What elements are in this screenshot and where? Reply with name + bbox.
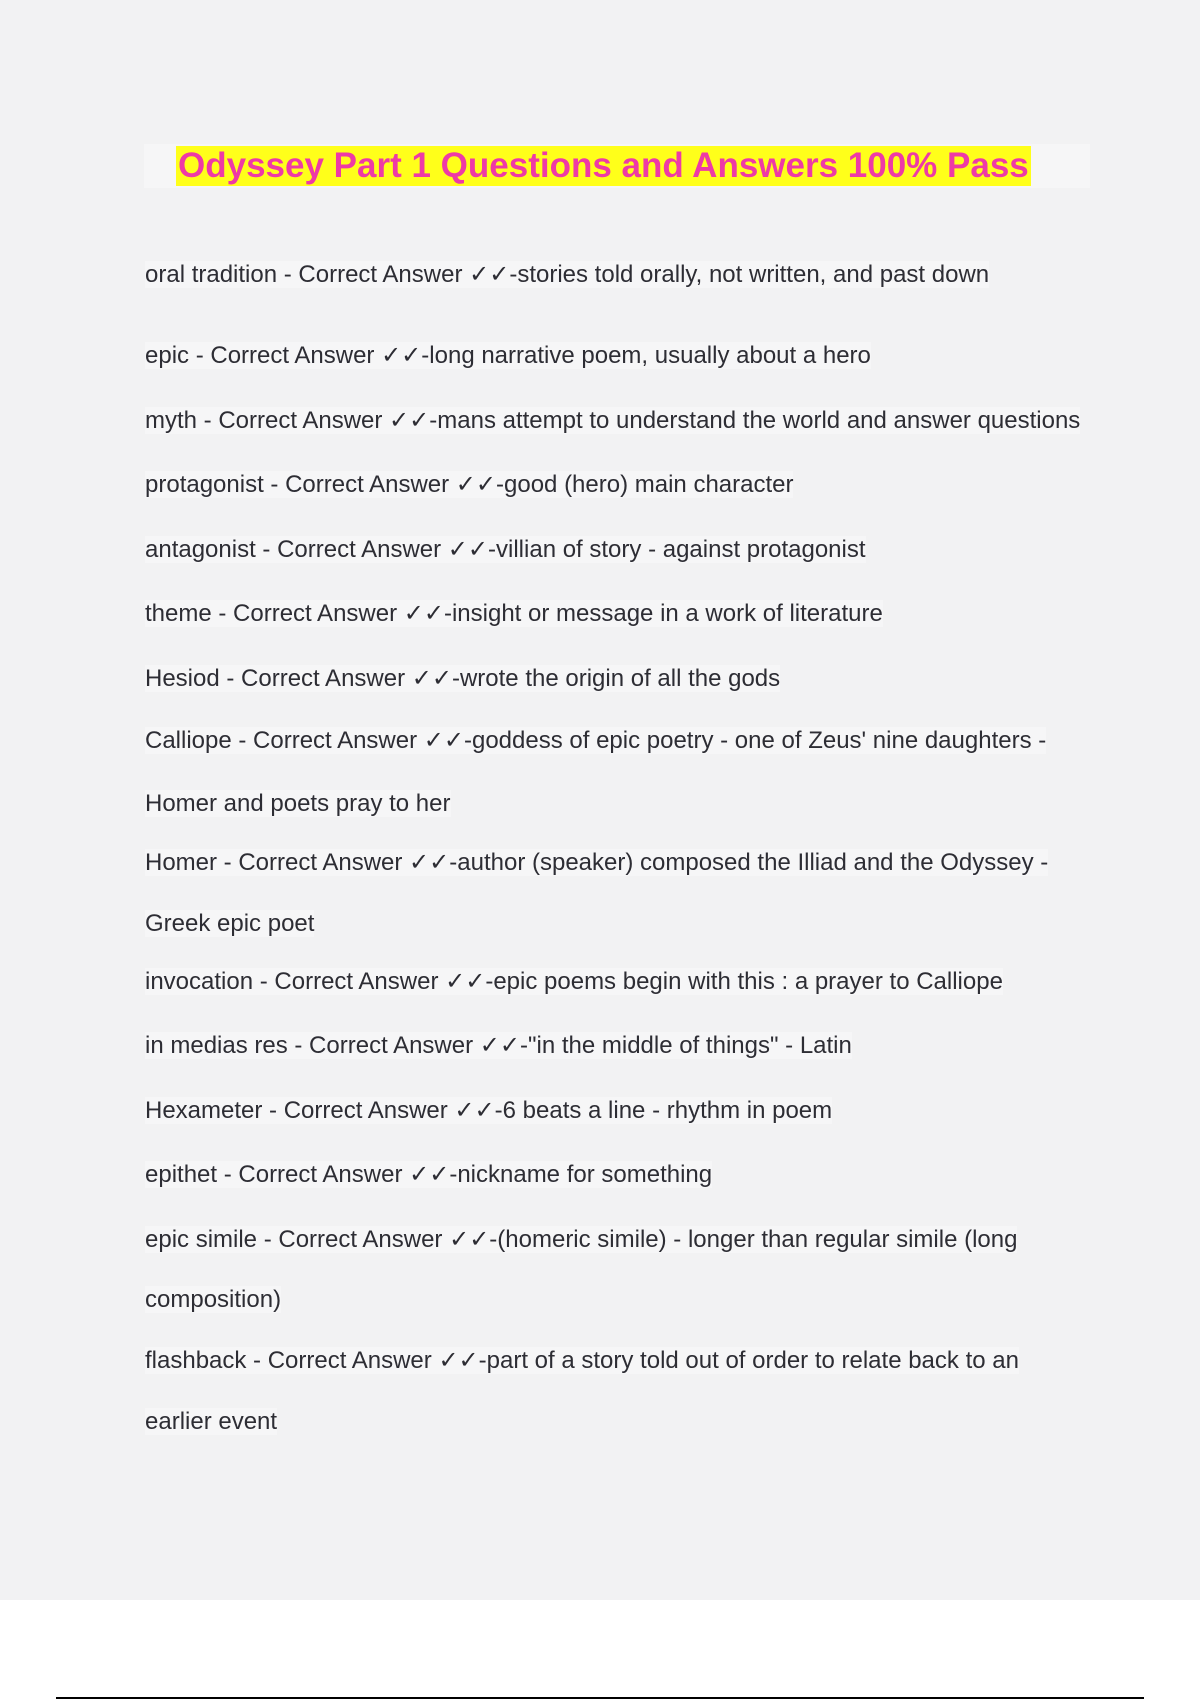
qa-line — [145, 906, 314, 942]
qa-line-text: oral tradition - Correct Answer ✓✓-stories told orally, not written, and past down — [145, 261, 990, 288]
qa-line-text: earlier event — [145, 1408, 278, 1435]
qa-line-text: Hesiod - Correct Answer ✓✓-wrote the origin of all the gods — [145, 665, 781, 692]
qa-line — [145, 661, 780, 697]
qa-line-text: theme - Correct Answer ✓✓-insight or message in a work of literature — [145, 600, 883, 627]
qa-line — [145, 1282, 281, 1318]
qa-line-text: myth - Correct Answer ✓✓-mans attempt to understand the world and answer questions — [145, 407, 1081, 434]
qa-line — [145, 1404, 277, 1440]
qa-line — [145, 338, 871, 374]
qa-line-text: antagonist - Correct Answer ✓✓-villian of story - against protagonist — [145, 536, 866, 563]
qa-line — [145, 532, 866, 568]
qa-line — [145, 723, 1046, 759]
qa-line — [145, 1028, 852, 1064]
qa-line-text: in medias res - Correct Answer ✓✓-"in the middle of things" - Latin — [145, 1032, 852, 1059]
qa-line — [145, 1093, 832, 1129]
qa-line — [145, 1222, 1017, 1258]
qa-line-text: Homer - Correct Answer ✓✓-author (speaker) composed the Illiad and the Odyssey - — [145, 849, 1049, 876]
qa-line-text: Calliope - Correct Answer ✓✓-goddess of epic poetry - one of Zeus' nine daughters - — [145, 727, 1047, 754]
qa-line-text: Greek epic poet — [145, 910, 315, 937]
qa-line — [145, 403, 1080, 439]
qa-line — [145, 1157, 712, 1193]
qa-line-text: epic - Correct Answer ✓✓-long narrative poem, usually about a hero — [145, 342, 871, 369]
qa-line — [145, 786, 451, 822]
qa-line-text: epic simile - Correct Answer ✓✓-(homeric simile) - longer than regular simile (long — [145, 1226, 1018, 1253]
footer-rule — [56, 1697, 1144, 1699]
qa-line — [145, 467, 793, 503]
qa-line-text: Hexameter - Correct Answer ✓✓-6 beats a line - rhythm in poem — [145, 1097, 833, 1124]
qa-line — [145, 845, 1048, 881]
qa-line — [145, 257, 989, 293]
qa-line — [145, 964, 1003, 1000]
qa-line-text: epithet - Correct Answer ✓✓-nickname for something — [145, 1161, 713, 1188]
qa-line-text: Homer and poets pray to her — [145, 790, 451, 817]
qa-line-text: flashback - Correct Answer ✓✓-part of a story told out of order to relate back to an — [145, 1347, 1019, 1374]
document-title: Odyssey Part 1 Questions and Answers 100% Pass — [178, 146, 1029, 185]
qa-line-text: invocation - Correct Answer ✓✓-epic poems begin with this : a prayer to Calliope — [145, 968, 1003, 995]
qa-line — [145, 1343, 1019, 1379]
qa-line-text: composition) — [145, 1286, 282, 1313]
qa-line-text: protagonist - Correct Answer ✓✓-good (hero) main character — [145, 471, 794, 498]
qa-line — [145, 596, 883, 632]
